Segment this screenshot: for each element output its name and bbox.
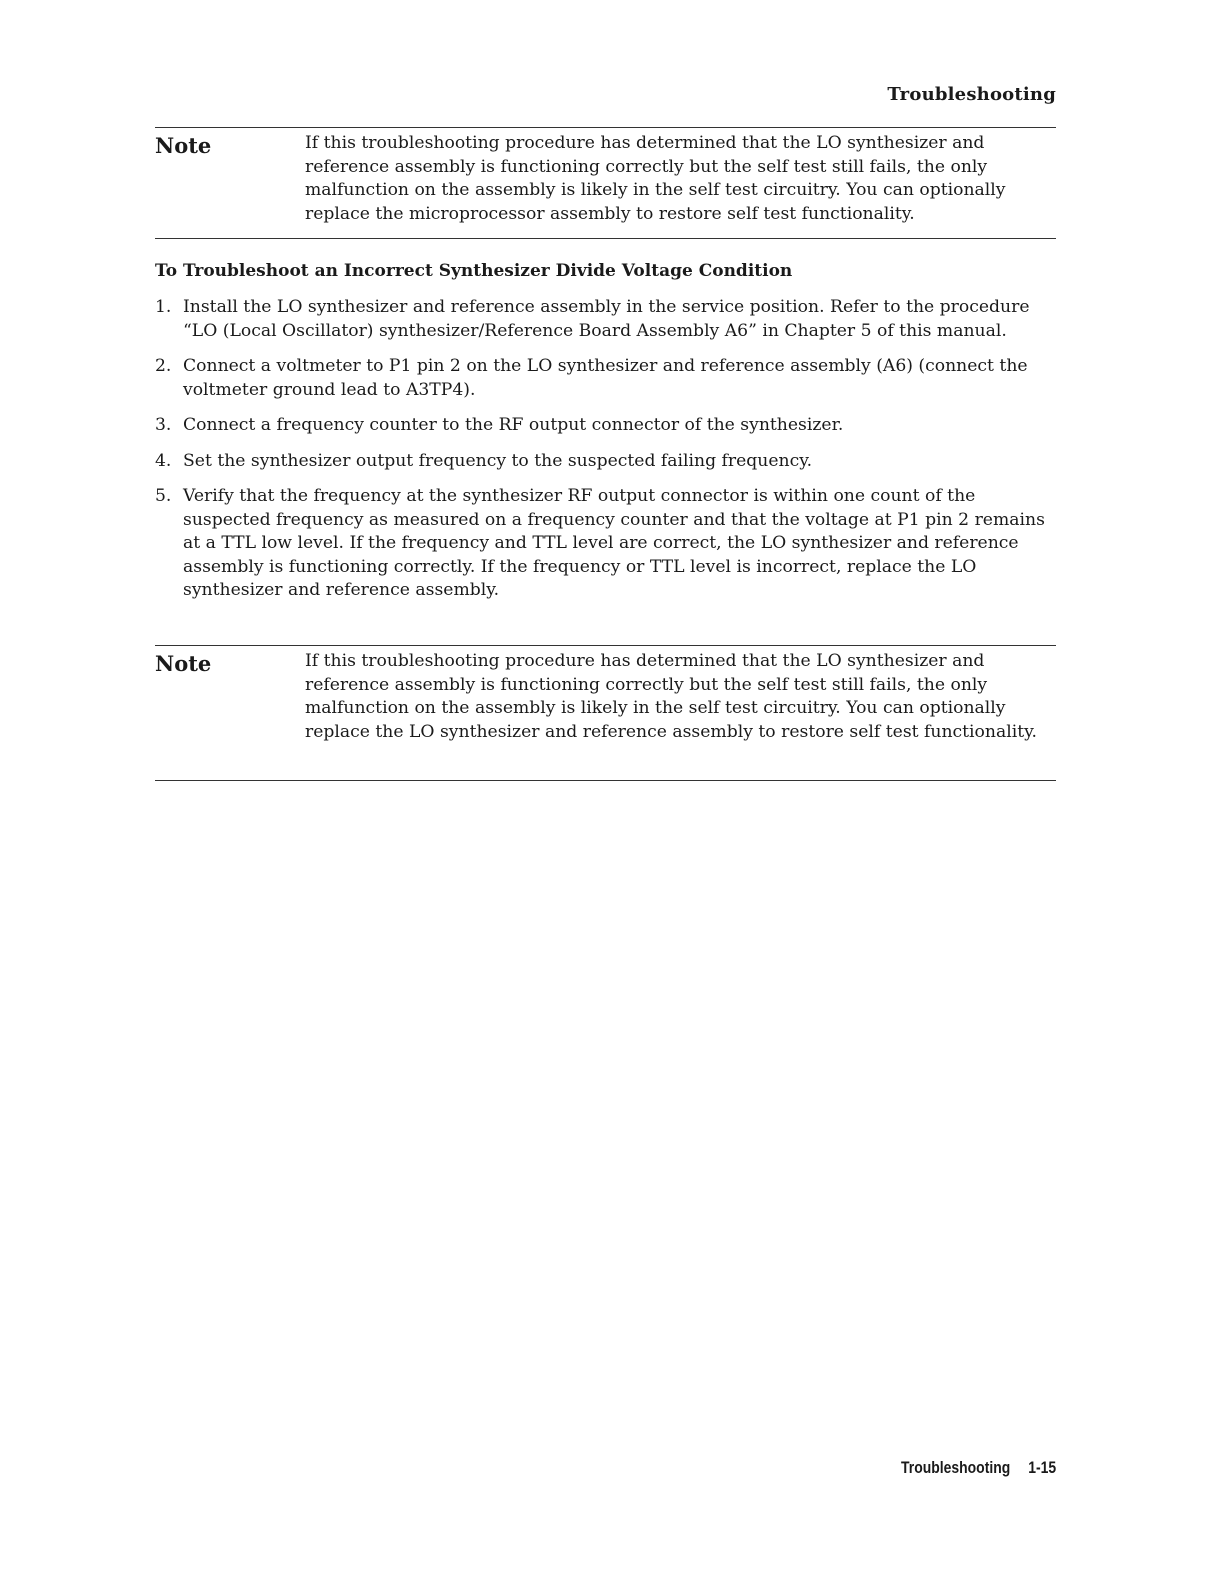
procedure-step — [155, 355, 1056, 402]
page-footer — [901, 1458, 1056, 1478]
note-block — [155, 127, 1056, 239]
note-label: Note — [155, 651, 212, 676]
procedure-steps — [155, 296, 1056, 615]
procedure-step — [155, 296, 1056, 343]
step-number: 2. — [155, 356, 172, 376]
procedure-step — [155, 450, 1056, 474]
page-number: 1-15 — [1028, 1458, 1056, 1477]
procedure-step — [155, 414, 1056, 438]
step-text: Connect a frequency counter to the RF output connector of the synthesizer. — [183, 415, 844, 435]
note-block — [155, 645, 1056, 781]
footer-chapter-title: Troubleshooting — [900, 1458, 1011, 1477]
step-text: Connect a voltmeter to P1 pin 2 on the LO synthesizer and reference assembly (A6) (connect the voltmeter ground lead to A3TP4). — [183, 356, 1028, 400]
step-text: Verify that the frequency at the synthesizer RF output connector is within one count of the suspected frequency as measured on a frequency counter and that the voltage at P1 pin 2 remains at a TTL low level. If the frequency and TTL level are correct, the LO synthesizer and reference assembly is functioning correctly. If the frequency or TTL level is incorrect, replace the LO synthesizer and reference assembly. — [183, 486, 1045, 600]
step-number: 4. — [155, 450, 172, 471]
procedure-step — [155, 485, 1056, 603]
note-text: If this troubleshooting procedure has determined that the LO synthesizer and reference assembly is functioning correctly but the self test still fails, the only malfunction on the assembly is likely in the self test circuitry. You can optionally replace the LO synthesizer and reference assembly to restore self test functionality. — [305, 651, 1037, 742]
note-text: If this troubleshooting procedure has determined that the LO synthesizer and reference assembly is functioning correctly but the self test still fails, the only malfunction on the assembly is likely in the self test circuitry. You can optionally replace the microprocessor assembly to restore self test functionality. — [305, 133, 1006, 224]
note-label: Note — [155, 133, 212, 158]
step-number: 3. — [155, 415, 172, 435]
step-number: 1. — [155, 297, 172, 317]
section-heading: To Troubleshoot an Incorrect Synthesizer Divide Voltage Condition — [155, 261, 793, 281]
running-header: Troubleshooting — [887, 84, 1056, 105]
step-number: 5. — [155, 486, 172, 506]
step-text: Install the LO synthesizer and reference assembly in the service position. Refer to the procedure “LO (Local Oscillator) synthesizer/Reference Board Assembly A6” in Chapter 5 of this manual. — [183, 297, 1030, 341]
step-text: Set the synthesizer output frequency to the suspected failing frequency. — [183, 450, 813, 471]
